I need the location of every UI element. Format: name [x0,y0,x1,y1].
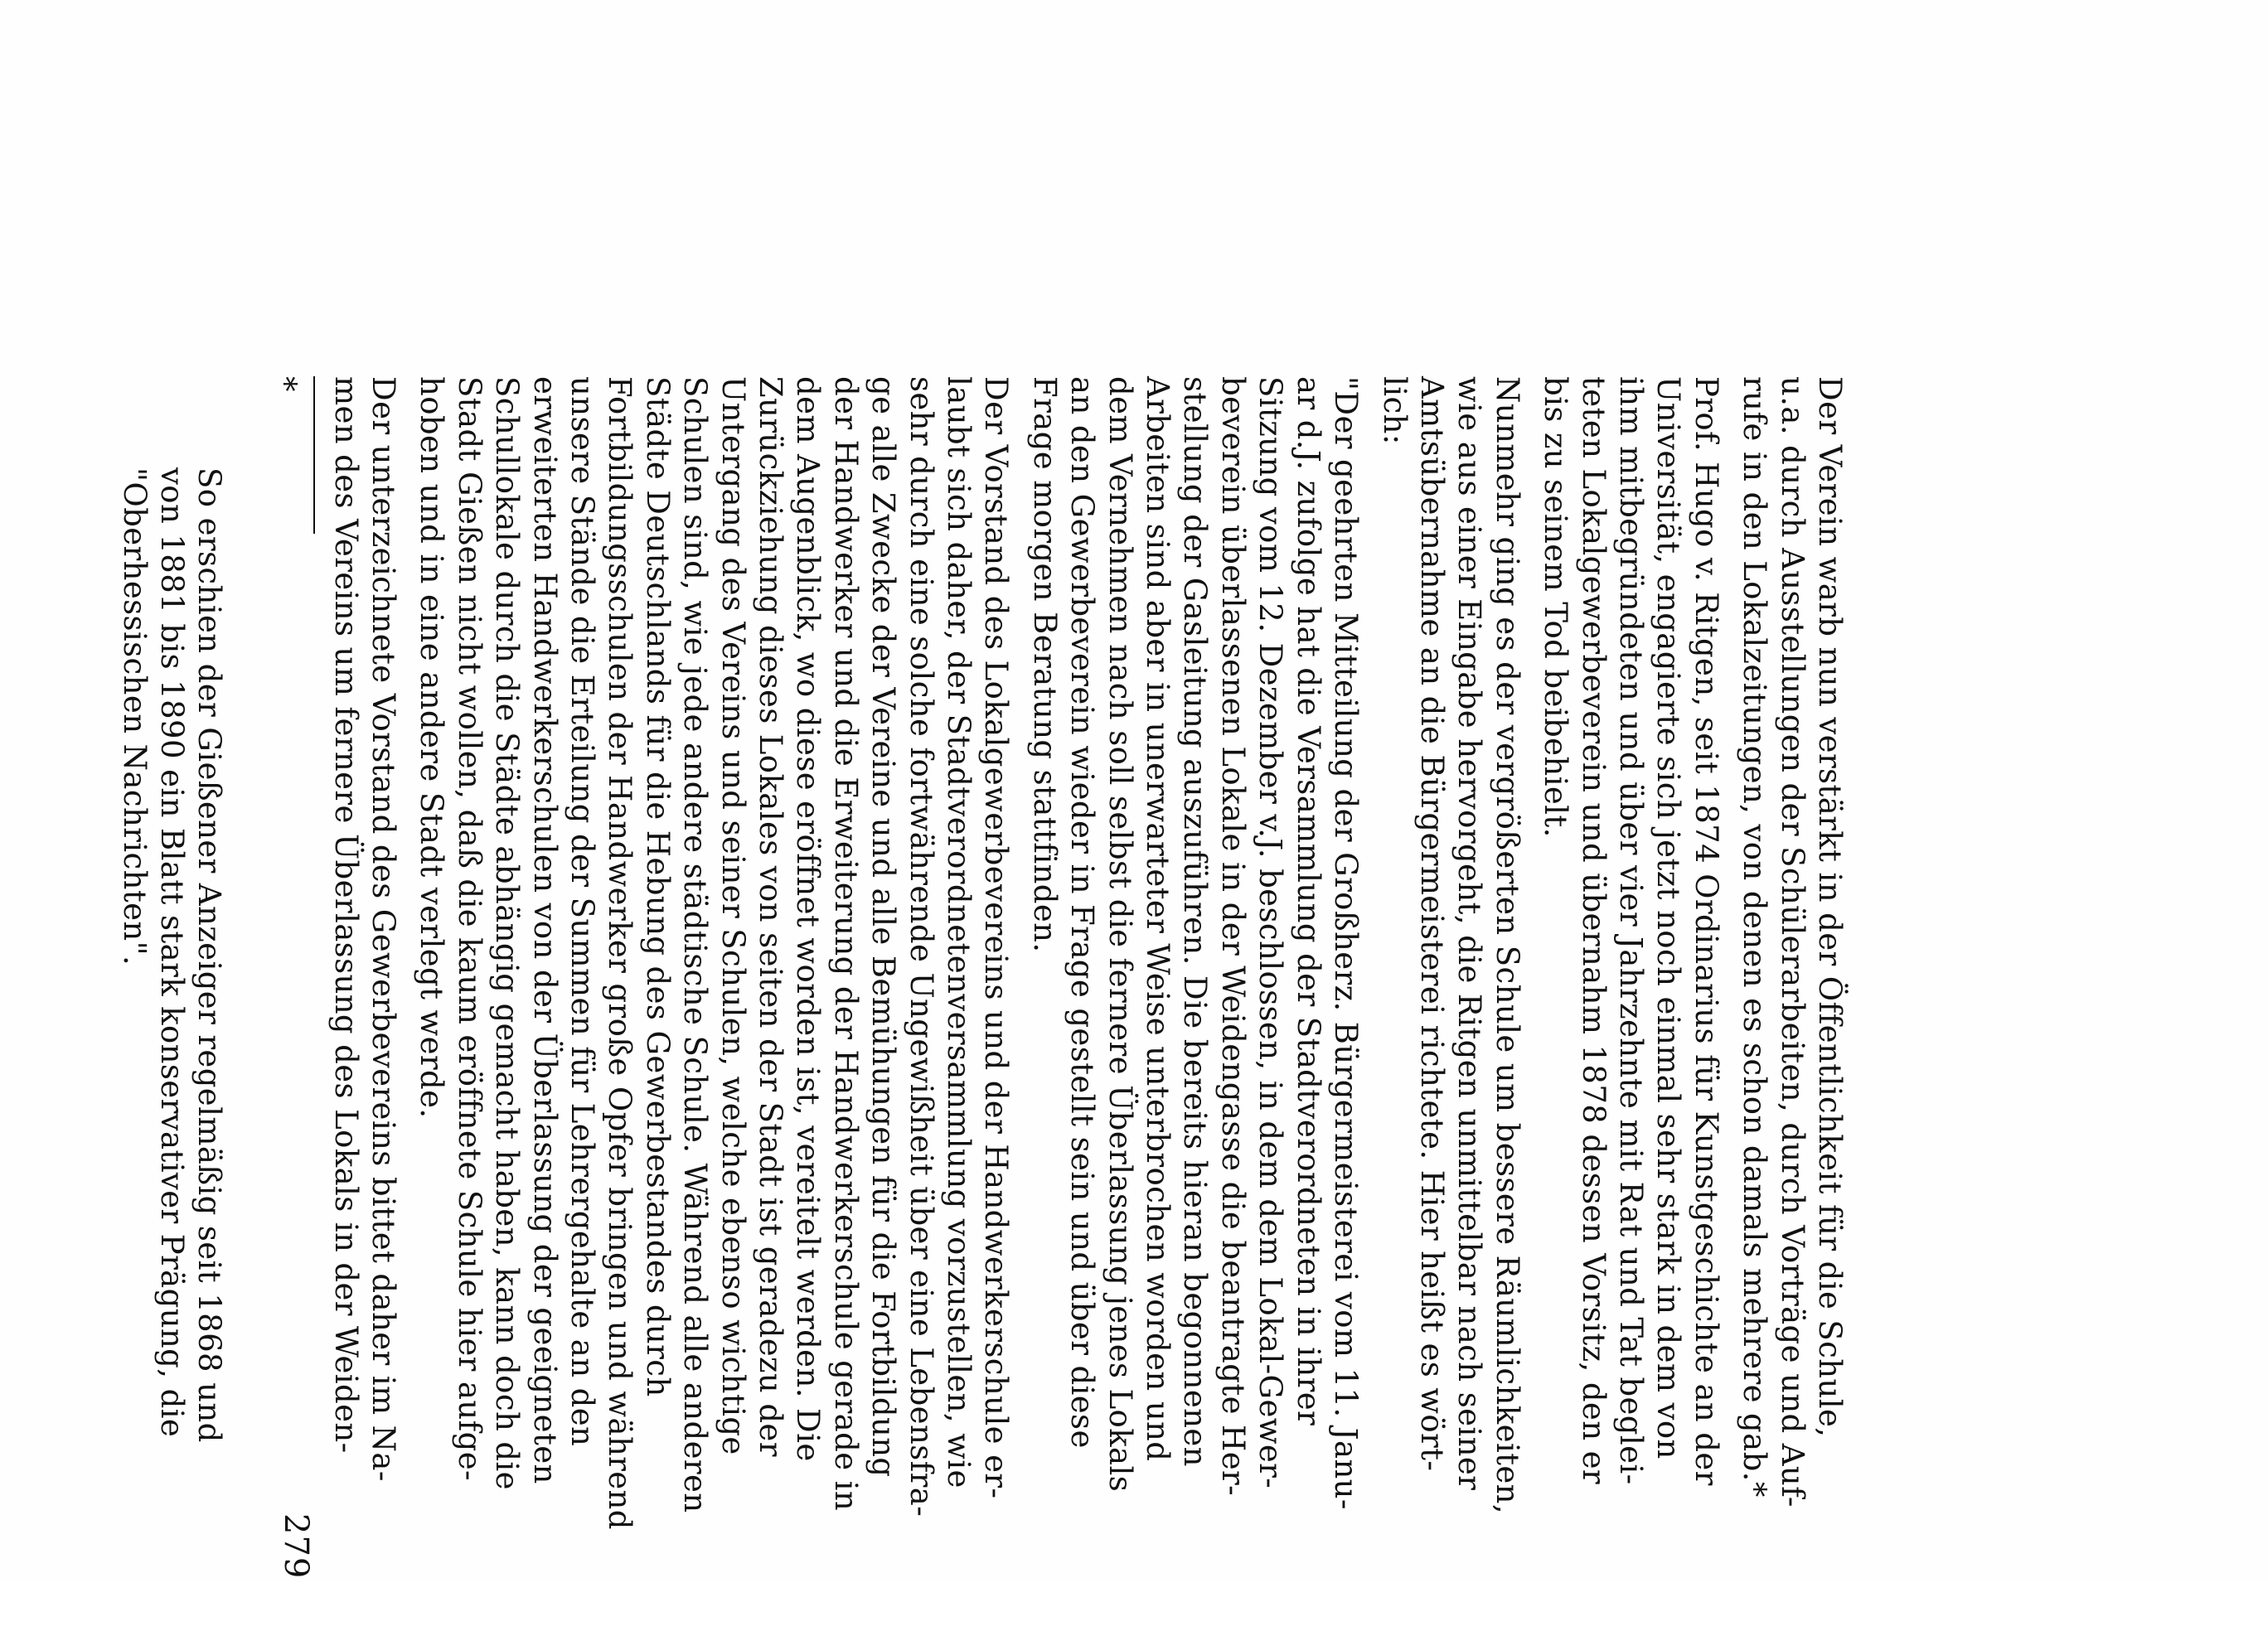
rotated-book-page [116,128,2062,1580]
footnote [115,376,303,1636]
page-number: 279 [277,1513,315,1580]
quotation-paragraph-2: Der Vorstand des Lokalgewerbevereins und der Handwerkerschule er- laubt sich daher, der Stadtverordnetenversammlung vorzustellen, wie sehr durch eine solche fortwährende Ungewißheit über eine Lebensfra- ge alle Zwecke der Vereine und alle Bemühungen für die Fortbildung der Handwerker und die Erweiterung der Handwerkerschule gerade in dem Augenblick, wo diese eröffnet worden ist, vereitelt werden. Die Zurückziehung dieses Lokales von seiten der Stadt ist geradezu der Untergang des Vereins und seiner Schulen, welche ebenso wichtige Schulen sind, wie jede andere städtische Schule. Während alle anderen Städte Deutschlands für die Hebung des Gewerbestandes durch Fortbildungsschulen der Handwerker große Opfer bringen und während unsere Stände die Erteilung der Summen für Lehrergehalte an den erweiterten Handwerkerschulen von der Überlassung der geeigneten Schullokale durch die Städte abhängig gemacht haben, kann doch die Stadt Gießen nicht wollen, daß die kaum eröffnete Schule hier aufge- hoben und in eine andere Stadt verlegt werde. [414,376,1015,1530]
paragraph-1: Der Verein warb nun verstärkt in der Öffentlichkeit für die Schule, u.a. durch Ausstellungen der Schülerarbeiten, durch Vorträge und Auf- rufe in den Lokalzeitungen, von denen es schon damals mehrere gab.* [1737,376,1848,1508]
quotation-paragraph-3: Der unterzeichnete Vorstand des Gewerbevereins bittet daher im Na- men des Vereins um fernere Überlassung des Lokals in der Weiden- [327,376,401,1482]
quotation-paragraph-1: "Der geehrten Mitteilung der Großherz. Bürgermeisterei vom 11. Janu- ar d.J. zufolge hat die Versammlung der Stadtverordneten in ihrer Sitzung vom 12. Dezember v.J. beschlossen, in dem dem Lokal-Gewer- beverein überlassenen Lokale in der Weidengasse die beantragte Her- stellung der Gasleitung auszuführen. Die bereits hieran begonnenen Arbeiten sind aber in unerwarteter Weise unterbrochen worden und dem Vernehmen nach soll selbst die fernere Überlassung jenes Lokals an den Gewerbeverein wieder in Frage gestellt sein und über diese Frage morgen Beratung stattfinden. [1026,376,1364,1510]
footnote-divider [313,376,315,534]
footnote-text: So erschien der Gießener Anzeiger regelmäßig seit 1868 und von 1881 bis 1890 ein Blatt stark konservativer Prägung, die "Oberhessischen Nachrichten". [116,467,228,1443]
footnote-marker: * [267,376,303,392]
paragraph-3: Nunmehr ging es der vergrößerten Schule um bessere Räumlichkeiten, wie aus einer Eingabe hervorgeht, die Ritgen unmittelbar nach seiner Amtsübernahme an die Bürgermeisterei richtete. Hier heißt es wört- lich: [1376,376,1525,1515]
body-text [115,376,1849,1636]
paragraph-2: Prof. Hugo v. Ritgen, seit 1874 Ordinarius für Kunstgeschichte an der Universität, engagierte sich jetzt noch einmal sehr stark in dem von ihm mitbegründeten und über vier Jahrzehnte mit Rat und Tat beglei- teten Lokalgewerbeverein und übernahm 1878 dessen Vorsitz, den er bis zu seinem Tod beibehielt. [1538,376,1724,1486]
